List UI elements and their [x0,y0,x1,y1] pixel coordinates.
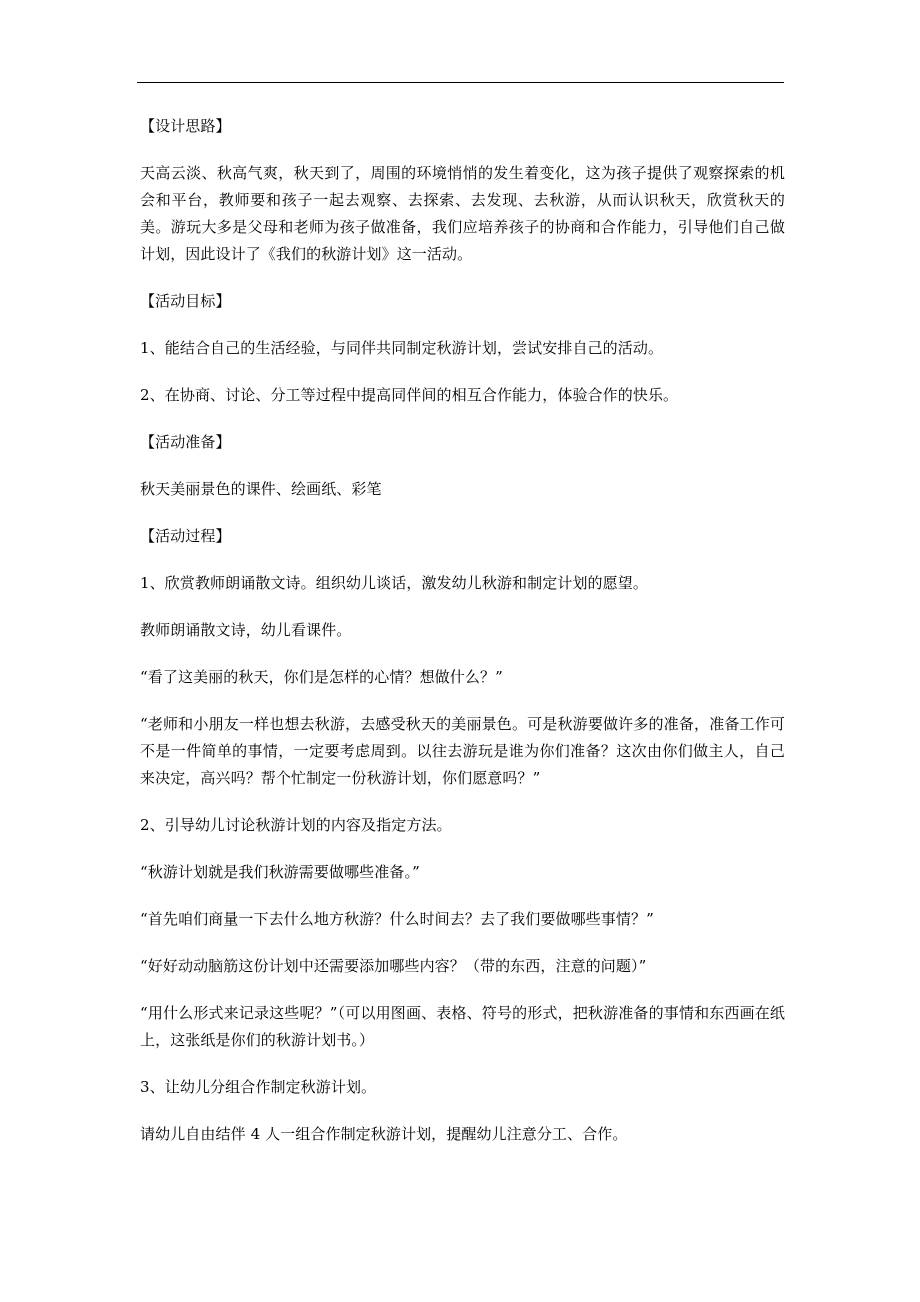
process-quote: “老师和小朋友一样也想去秋游，去感受秋天的美丽景色。可是秋游要做许多的准备，准备工作可不是一件简单的事情，一定要考虑周到。以往去游玩是谁为你们准备？这次由你们做主人，自己来决定，高兴吗？帮个忙制定一份秋游计划，你们愿意吗？” [140,715,785,787]
prep-heading: 【活动准备】 [140,433,231,451]
prep-paragraph: 秋天美丽景色的课件、绘画纸、彩笔 [140,480,382,498]
process-quote: “首先咱们商量一下去什么地方秋游？什么时间去？去了我们要做哪些事情？” [140,910,654,928]
process-step-1: 1、欣赏教师朗诵散文诗。组织幼儿谈话，激发幼儿秋游和制定计划的愿望。 [140,574,648,592]
process-quote: “用什么形式来记录这些呢？”（可以用图画、表格、符号的形式，把秋游准备的事情和东西画在纸上，这张纸是你们的秋游计划书。） [140,1004,785,1049]
process-quote: “秋游计划就是我们秋游需要做哪些准备。” [140,863,420,881]
document-body [140,113,785,1168]
goals-heading: 【活动目标】 [140,292,231,310]
design-paragraph: 天高云淡、秋高气爽，秋天到了，周围的环境悄悄的发生着变化，这为孩子提供了观察探索的机会和平台，教师要和孩子一起去观察、去探索、去发现、去秋游，从而认识秋天，欣赏秋天的美。游玩大多是父母和老师为孩子做准备，我们应培养孩子的协商和合作能力，引导他们自己做计划，因此设计了《我们的秋游计划》这一活动。 [140,164,785,263]
goal-item-1: 1、能结合自己的生活经验，与同伴共同制定秋游计划，尝试安排自己的活动。 [140,339,664,357]
process-paragraph: 请幼儿自由结伴 4 人一组合作制定秋游计划，提醒幼儿注意分工、合作。 [140,1125,628,1143]
process-quote: “好好动动脑筋这份计划中还需要添加哪些内容？（带的东西，注意的问题）” [140,957,647,975]
process-heading: 【活动过程】 [140,527,231,545]
process-paragraph: 教师朗诵散文诗，幼儿看课件。 [140,621,352,639]
design-heading: 【设计思路】 [140,117,231,135]
process-quote: “看了这美丽的秋天，你们是怎样的心情？想做什么？” [140,668,503,686]
process-step-3: 3、让幼儿分组合作制定秋游计划。 [140,1078,377,1096]
process-step-2: 2、引导幼儿讨论秋游计划的内容及指定方法。 [140,816,452,834]
goal-item-2: 2、在协商、讨论、分工等过程中提高同伴间的相互合作能力，体验合作的快乐。 [140,386,679,404]
header-rule [137,82,784,83]
